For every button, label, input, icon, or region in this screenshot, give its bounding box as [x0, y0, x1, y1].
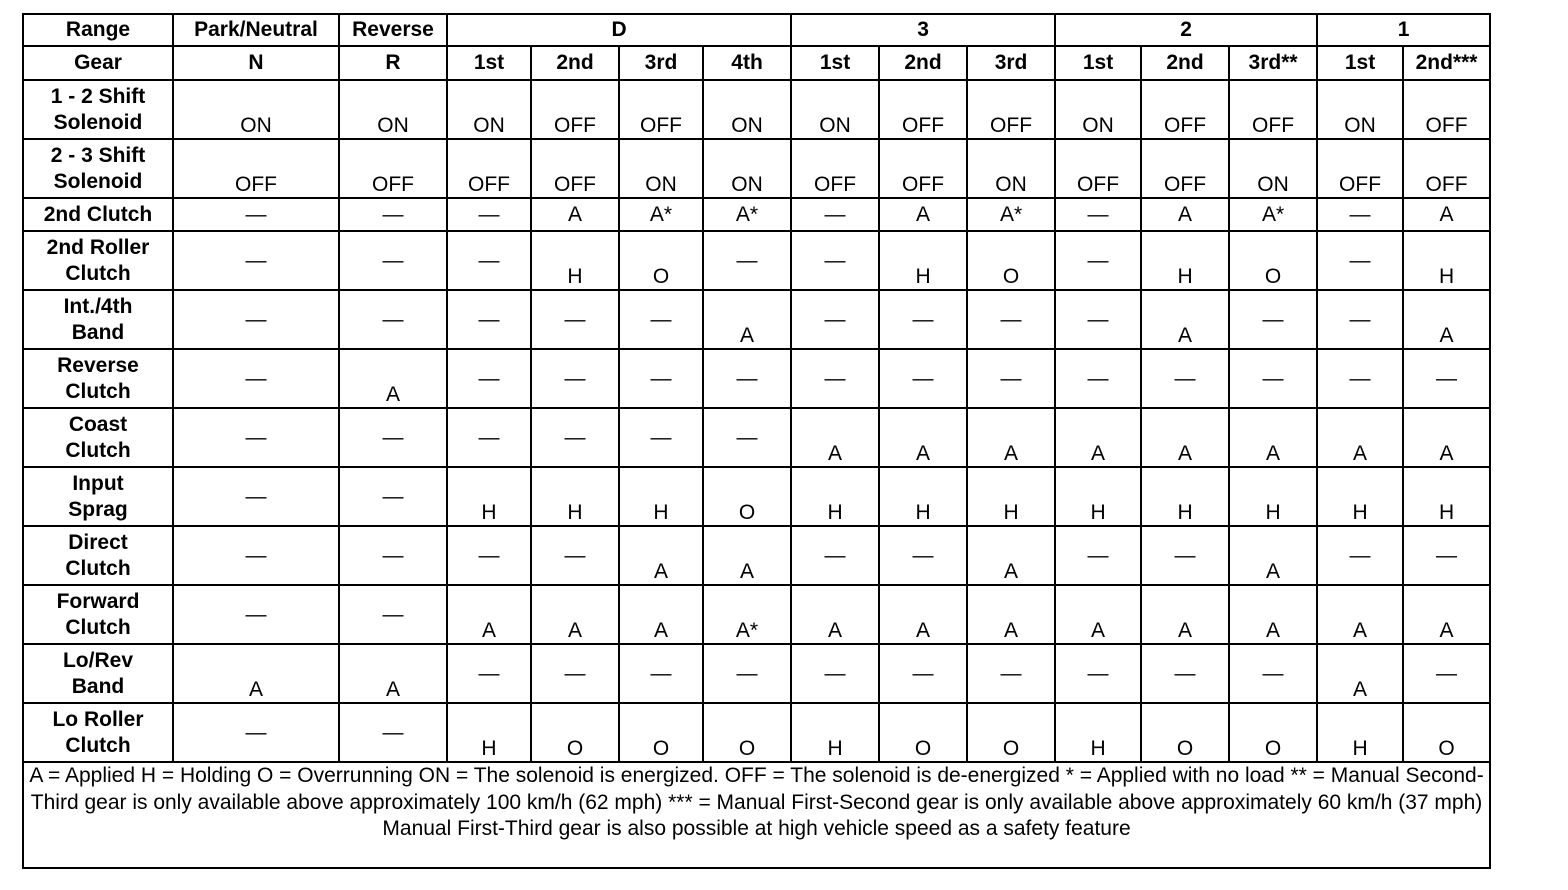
row-label: Lo/Rev Band [23, 644, 173, 703]
table-cell: O [619, 703, 703, 762]
gear-header-cell: 2nd [1141, 46, 1229, 80]
table-cell: A [173, 644, 339, 703]
table-row [23, 349, 1490, 408]
table-cell: OFF [1229, 80, 1317, 139]
table-row [23, 198, 1490, 231]
table-cell: A [1055, 408, 1141, 467]
table-cell: H [879, 467, 967, 526]
table-cell: — [1141, 349, 1229, 408]
table-cell: — [1317, 290, 1403, 349]
table-cell: — [339, 231, 447, 290]
table-cell: OFF [1055, 139, 1141, 198]
table-cell: OFF [531, 139, 619, 198]
table-cell: A* [1229, 198, 1317, 231]
gear-header-cell: 1st [447, 46, 531, 80]
table-cell: ON [447, 80, 531, 139]
table-cell: H [967, 467, 1055, 526]
table-cell: — [791, 290, 879, 349]
table-cell: ON [791, 80, 879, 139]
table-cell: — [173, 349, 339, 408]
table-cell: — [339, 703, 447, 762]
clutch-table [22, 13, 1491, 869]
table-cell: O [619, 231, 703, 290]
table-cell: — [531, 349, 619, 408]
table-cell: A [967, 585, 1055, 644]
table-cell: — [1403, 644, 1490, 703]
table-cell: A [879, 198, 967, 231]
table-cell: A [1229, 585, 1317, 644]
table-cell: — [1055, 526, 1141, 585]
table-cell: — [1317, 526, 1403, 585]
clutch-application-chart [22, 13, 1489, 869]
table-cell: H [447, 703, 531, 762]
table-cell: O [1229, 703, 1317, 762]
row-label: 2nd Roller Clutch [23, 231, 173, 290]
row-label: Input Sprag [23, 467, 173, 526]
table-cell: ON [1317, 80, 1403, 139]
row-label: Lo Roller Clutch [23, 703, 173, 762]
table-cell: H [791, 703, 879, 762]
table-cell: — [173, 467, 339, 526]
table-cell: — [879, 349, 967, 408]
table-cell: ON [619, 139, 703, 198]
table-cell: — [879, 526, 967, 585]
table-cell: — [447, 408, 531, 467]
table-cell: — [703, 408, 791, 467]
table-row [23, 585, 1490, 644]
table-cell: A [1141, 408, 1229, 467]
table-cell: A [619, 585, 703, 644]
range-header-cell: 2 [1055, 14, 1317, 46]
table-cell: H [1055, 467, 1141, 526]
row-label: Int./4th Band [23, 290, 173, 349]
gear-header-cell: 4th [703, 46, 791, 80]
table-cell: — [1141, 526, 1229, 585]
table-cell: O [967, 703, 1055, 762]
table-cell: A* [703, 585, 791, 644]
table-cell: — [173, 198, 339, 231]
table-cell: — [1055, 290, 1141, 349]
table-cell: — [173, 526, 339, 585]
table-cell: — [967, 349, 1055, 408]
table-cell: A [967, 526, 1055, 585]
table-cell: O [1141, 703, 1229, 762]
table-cell: — [173, 290, 339, 349]
table-cell: ON [703, 139, 791, 198]
table-cell: A [619, 526, 703, 585]
row-label: Reverse Clutch [23, 349, 173, 408]
gear-header-cell: 3rd** [1229, 46, 1317, 80]
table-row [23, 467, 1490, 526]
table-body [23, 80, 1490, 762]
range-header-cell: 3 [791, 14, 1055, 46]
gear-header-cell: 2nd [879, 46, 967, 80]
table-cell: A [1141, 585, 1229, 644]
table-cell: — [791, 198, 879, 231]
range-header-cell: 1 [1317, 14, 1490, 46]
table-row [23, 526, 1490, 585]
table-cell: ON [703, 80, 791, 139]
table-cell: — [339, 526, 447, 585]
row-label: 1 - 2 Shift Solenoid [23, 80, 173, 139]
table-cell: — [173, 703, 339, 762]
table-cell: OFF [339, 139, 447, 198]
table-cell: — [791, 349, 879, 408]
table-cell: O [1403, 703, 1490, 762]
table-cell: OFF [619, 80, 703, 139]
table-cell: — [531, 644, 619, 703]
table-cell: ON [1229, 139, 1317, 198]
table-cell: — [173, 231, 339, 290]
row-label: Direct Clutch [23, 526, 173, 585]
table-cell: — [447, 349, 531, 408]
table-cell: O [531, 703, 619, 762]
table-cell: OFF [879, 139, 967, 198]
table-cell: A [1317, 408, 1403, 467]
table-cell: — [791, 526, 879, 585]
table-cell: A [1229, 526, 1317, 585]
gear-header-cell: 1st [791, 46, 879, 80]
table-cell: — [447, 198, 531, 231]
table-cell: OFF [447, 139, 531, 198]
gear-header-cell: N [173, 46, 339, 80]
gear-header-cell: 2nd*** [1403, 46, 1490, 80]
table-cell: O [703, 703, 791, 762]
table-cell: A [339, 644, 447, 703]
table-cell: — [879, 290, 967, 349]
row-label: Forward Clutch [23, 585, 173, 644]
legend-text: A = Applied H = Holding O = Overrunning ON = The solenoid is energized. OFF = The solenoid is de-energized * = Applied with no load ** = Manual Second-Third gear is only available above approximately 100 km/h (62 mph) *** = Manual First-Second gear is only available above approximately 60 km/h (37 mph) Manual First-Third gear is also possible at high vehicle speed as a safety feature [23, 762, 1490, 868]
table-cell: OFF [1317, 139, 1403, 198]
table-cell: — [531, 290, 619, 349]
row-label: 2 - 3 Shift Solenoid [23, 139, 173, 198]
table-cell: OFF [967, 80, 1055, 139]
table-cell: H [879, 231, 967, 290]
table-cell: OFF [173, 139, 339, 198]
table-cell: OFF [531, 80, 619, 139]
table-cell: — [173, 408, 339, 467]
table-cell: — [1317, 349, 1403, 408]
legend-row [23, 762, 1490, 868]
table-cell: — [1403, 526, 1490, 585]
table-cell: — [339, 408, 447, 467]
table-row [23, 139, 1490, 198]
table-row [23, 80, 1490, 139]
table-cell: — [1403, 349, 1490, 408]
table-cell: — [173, 585, 339, 644]
table-cell: H [791, 467, 879, 526]
table-cell: — [339, 198, 447, 231]
table-cell: A [703, 290, 791, 349]
table-cell: H [1317, 703, 1403, 762]
table-cell: — [703, 349, 791, 408]
table-cell: H [1141, 231, 1229, 290]
table-cell: ON [967, 139, 1055, 198]
table-cell: H [1141, 467, 1229, 526]
table-cell: A [1317, 644, 1403, 703]
table-cell: OFF [1403, 139, 1490, 198]
table-cell: ON [173, 80, 339, 139]
table-cell: — [1229, 349, 1317, 408]
table-cell: — [703, 644, 791, 703]
table-cell: A [879, 585, 967, 644]
table-cell: — [531, 408, 619, 467]
table-cell: H [619, 467, 703, 526]
table-cell: — [447, 644, 531, 703]
table-cell: A [1141, 198, 1229, 231]
table-cell: A* [967, 198, 1055, 231]
table-cell: — [879, 644, 967, 703]
table-cell: — [619, 644, 703, 703]
table-cell: A [1141, 290, 1229, 349]
table-cell: — [1055, 231, 1141, 290]
table-cell: — [619, 290, 703, 349]
table-cell: A [1403, 585, 1490, 644]
table-cell: O [879, 703, 967, 762]
table-cell: — [791, 644, 879, 703]
table-cell: — [531, 526, 619, 585]
range-header-row [23, 14, 1490, 46]
table-cell: A [791, 585, 879, 644]
table-cell: A [967, 408, 1055, 467]
gear-header-cell: 2nd [531, 46, 619, 80]
table-row [23, 290, 1490, 349]
table-cell: — [619, 349, 703, 408]
range-label: Range [23, 14, 173, 46]
gear-header-cell: 1st [1317, 46, 1403, 80]
table-cell: A [1317, 585, 1403, 644]
table-cell: H [1055, 703, 1141, 762]
table-cell: A [531, 198, 619, 231]
table-cell: A [447, 585, 531, 644]
table-cell: — [1229, 644, 1317, 703]
table-cell: O [967, 231, 1055, 290]
table-cell: H [531, 231, 619, 290]
table-row [23, 231, 1490, 290]
table-cell: — [339, 585, 447, 644]
table-cell: A [1229, 408, 1317, 467]
table-cell: A [1403, 198, 1490, 231]
table-cell: A [531, 585, 619, 644]
table-cell: O [703, 467, 791, 526]
table-cell: — [619, 408, 703, 467]
table-cell: — [967, 290, 1055, 349]
table-cell: H [1317, 467, 1403, 526]
table-cell: OFF [879, 80, 967, 139]
range-header-cell: Reverse [339, 14, 447, 46]
table-cell: H [531, 467, 619, 526]
row-label: 2nd Clutch [23, 198, 173, 231]
table-cell: — [1317, 198, 1403, 231]
table-cell: — [967, 644, 1055, 703]
gear-header-cell: 1st [1055, 46, 1141, 80]
table-row [23, 703, 1490, 762]
gear-header-row [23, 46, 1490, 80]
table-cell: A [703, 526, 791, 585]
table-cell: H [1229, 467, 1317, 526]
table-cell: — [1055, 198, 1141, 231]
table-cell: — [791, 231, 879, 290]
table-cell: OFF [1141, 80, 1229, 139]
table-cell: O [1229, 231, 1317, 290]
table-cell: A [1055, 585, 1141, 644]
table-cell: — [447, 290, 531, 349]
table-cell: — [1317, 231, 1403, 290]
gear-label: Gear [23, 46, 173, 80]
gear-header-cell: R [339, 46, 447, 80]
table-cell: — [1055, 349, 1141, 408]
table-cell: ON [339, 80, 447, 139]
table-cell: — [703, 231, 791, 290]
table-cell: H [1403, 231, 1490, 290]
table-cell: — [339, 467, 447, 526]
gear-header-cell: 3rd [967, 46, 1055, 80]
table-row [23, 408, 1490, 467]
table-cell: OFF [1403, 80, 1490, 139]
table-cell: A* [703, 198, 791, 231]
table-cell: — [447, 231, 531, 290]
table-cell: OFF [1141, 139, 1229, 198]
table-cell: — [1055, 644, 1141, 703]
table-cell: A [791, 408, 879, 467]
table-cell: — [1141, 644, 1229, 703]
table-cell: — [1229, 290, 1317, 349]
table-cell: A* [619, 198, 703, 231]
table-cell: H [447, 467, 531, 526]
range-header-cell: Park/Neutral [173, 14, 339, 46]
table-cell: — [447, 526, 531, 585]
table-cell: A [879, 408, 967, 467]
table-cell: A [1403, 290, 1490, 349]
row-label: Coast Clutch [23, 408, 173, 467]
gear-header-cell: 3rd [619, 46, 703, 80]
table-row [23, 644, 1490, 703]
table-cell: A [339, 349, 447, 408]
table-cell: ON [1055, 80, 1141, 139]
table-cell: H [1403, 467, 1490, 526]
table-cell: — [339, 290, 447, 349]
table-cell: OFF [791, 139, 879, 198]
range-header-cell: D [447, 14, 791, 46]
table-cell: A [1403, 408, 1490, 467]
